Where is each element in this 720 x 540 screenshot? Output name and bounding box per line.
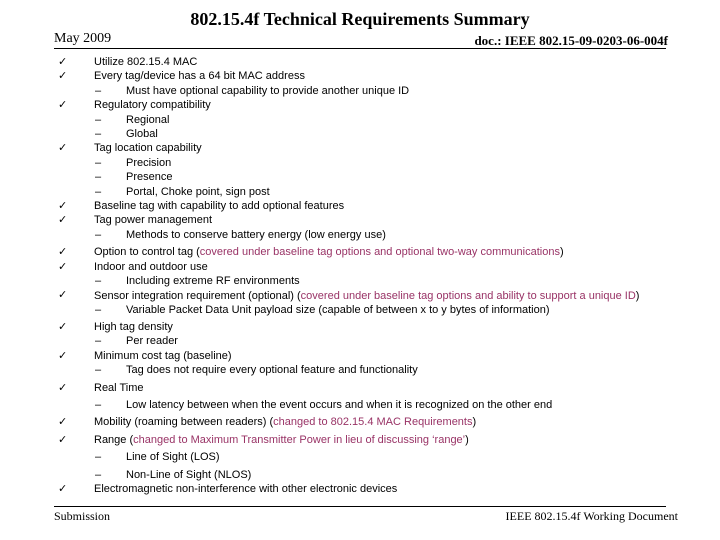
sub-item: – Per reader	[95, 335, 178, 348]
sub-item: – Variable Packet Data Unit payload size (capable of between x to y bytes of information)	[95, 303, 550, 316]
list-item: ✓ Indoor and outdoor use	[58, 260, 208, 273]
check-icon: ✓	[58, 288, 68, 301]
sub-item: – Methods to conserve battery energy (low energy use)	[95, 228, 386, 241]
header-rule	[54, 48, 666, 49]
sub-item: – Regional	[95, 113, 170, 126]
dash-icon: –	[95, 335, 102, 348]
check-icon: ✓	[58, 416, 68, 429]
check-icon: ✓	[58, 381, 68, 394]
dash-icon: –	[95, 398, 102, 411]
list-item: ✓ Regulatory compatibility	[58, 99, 211, 112]
slide-title: 802.15.4f Technical Requirements Summary	[190, 9, 530, 29]
sub-item: – Global	[95, 128, 158, 141]
dash-icon: –	[95, 84, 102, 97]
check-icon: ✓	[58, 349, 68, 362]
dash-icon: –	[95, 156, 102, 169]
list-item: ✓ Tag location capability	[58, 142, 202, 155]
change-note: covered under baseline tag options and ability to support a unique ID	[300, 289, 636, 302]
sub-item: – Must have optional capability to provide another unique ID	[95, 84, 410, 97]
list-item: ✓ Tag power management	[58, 214, 213, 227]
check-icon: ✓	[58, 433, 68, 446]
check-icon: ✓	[58, 246, 68, 259]
sub-item: – Non-Line of Sight (NLOS)	[95, 468, 252, 481]
dash-icon: –	[95, 185, 102, 198]
list-item: ✓ High tag density	[58, 320, 173, 333]
dash-icon: –	[95, 275, 102, 288]
dash-icon: –	[95, 171, 102, 184]
header-date: May 2009	[54, 31, 112, 46]
check-icon: ✓	[58, 214, 68, 227]
check-icon: ✓	[58, 70, 68, 83]
header-doc-id: doc.: IEEE 802.15-09-0203-06-004f	[474, 33, 668, 48]
list-item: ✓ Minimum cost tag (baseline)	[58, 349, 232, 362]
change-note: changed to Maximum Transmitter Power in lieu of discussing ‘range’	[133, 433, 466, 446]
check-icon: ✓	[58, 320, 68, 333]
list-item: ✓ Baseline tag with capability to add optional features	[58, 200, 345, 213]
dash-icon: –	[95, 364, 102, 377]
change-note: changed to 802.15.4 MAC Requirements	[273, 416, 473, 429]
sub-item: – Low latency between when the event occurs and when it is recognized on the other end	[95, 398, 553, 411]
sub-item: – Presence	[95, 171, 173, 184]
list-item: ✓ Sensor integration requirement (optional) (covered under baseline tag options and ability to support a unique ID)	[58, 288, 640, 302]
dash-icon: –	[95, 228, 102, 241]
check-icon: ✓	[58, 142, 68, 155]
list-item: ✓ Range (changed to Maximum Transmitter Power in lieu of discussing ‘range’)	[58, 433, 469, 446]
footer-working-doc: IEEE 802.15.4f Working Document	[505, 509, 678, 523]
change-note: covered under baseline tag options and optional two-way communications	[199, 246, 560, 259]
list-item: ✓ Electromagnetic non-interference with other electronic devices	[58, 482, 398, 495]
list-item: ✓ Option to control tag (covered under baseline tag options and optional two-way communications)	[58, 246, 564, 259]
dash-icon: –	[95, 128, 102, 141]
list-item: ✓ Real Time	[58, 381, 144, 394]
dash-icon: –	[95, 451, 102, 464]
check-icon: ✓	[58, 482, 68, 495]
sub-item: – Including extreme RF environments	[95, 275, 300, 288]
check-icon: ✓	[58, 200, 68, 213]
requirements-list	[54, 55, 664, 496]
dash-icon: –	[95, 303, 102, 316]
sub-item: – Precision	[95, 156, 172, 169]
dash-icon: –	[95, 113, 102, 126]
sub-item: – Tag does not require every optional feature and functionality	[95, 364, 418, 377]
list-item: ✓ Every tag/device has a 64 bit MAC address	[58, 70, 305, 83]
check-icon: ✓	[58, 260, 68, 273]
sub-item: – Portal, Choke point, sign post	[95, 185, 270, 198]
footer-submission: Submission	[54, 509, 111, 523]
check-icon: ✓	[58, 99, 68, 112]
dash-icon: –	[95, 468, 102, 481]
check-icon: ✓	[58, 56, 68, 68]
list-item: ✓ Mobility (roaming between readers) (changed to 802.15.4 MAC Requirements)	[58, 416, 477, 429]
footer-rule	[54, 506, 666, 507]
list-item: ✓ Utilize 802.15.4 MAC	[58, 56, 198, 68]
sub-item: – Line of Sight (LOS)	[95, 451, 220, 464]
